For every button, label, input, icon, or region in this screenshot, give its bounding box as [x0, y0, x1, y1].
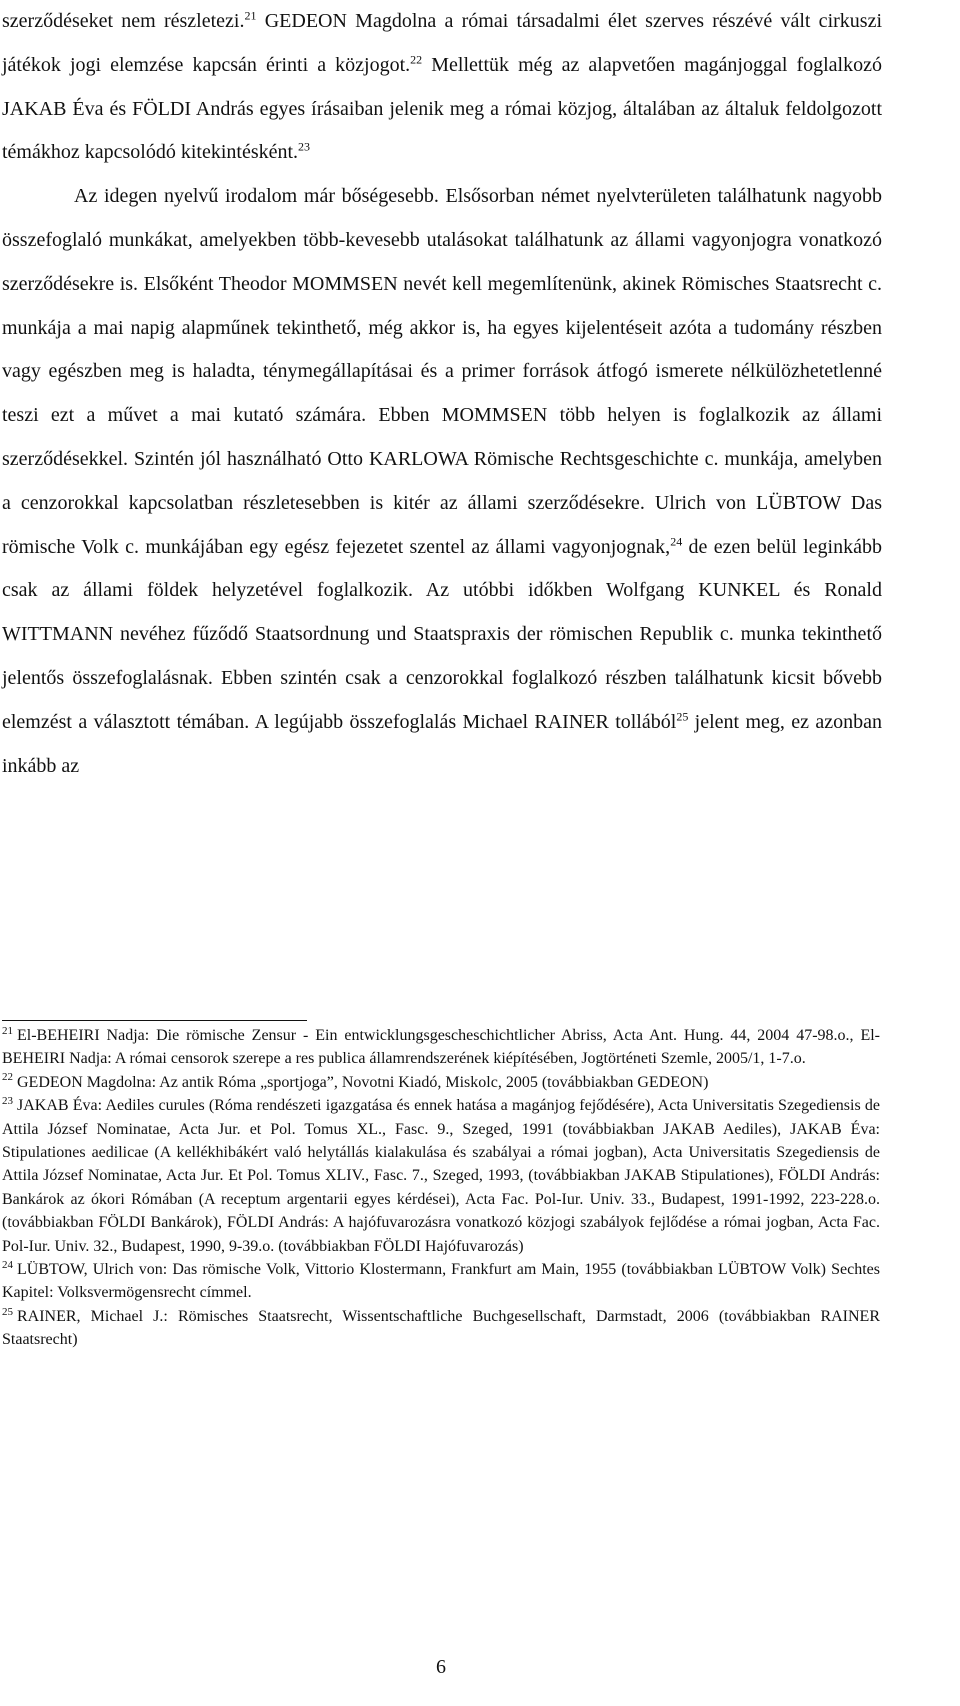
footnote — [2, 1258, 880, 1305]
footnote-marker: 25 — [676, 709, 689, 724]
footnote-marker: 21 — [244, 8, 257, 23]
footnote-number: 21 — [2, 1024, 13, 1037]
footnote — [2, 1071, 880, 1094]
footnote-marker: 23 — [298, 139, 311, 154]
footnote-text: JAKAB Éva: Aediles curules (Róma rendészeti igazgatása és ennek hatása a magánjog fejődésére), Acta Universitatis Szegediensis de Attila József Nominatae, Acta Jur. et Pol. Tomus XL., Fasc. 9., Szeged, 1991 (továbbiakban JAKAB Aediles), JAKAB Éva: Stipulationes aedilicae (A kellékhibákért való helytállás kialakulása és szabályai a római jogban), Acta Universitatis Szegediensis de Attila József Nominatae, Acta Jur. Et Pol. Tomus XLIV., Fasc. 7., Szeged, 1993, (továbbiakban JAKAB Stipulationes), FÖLDI András: Bankárok az ókori Rómában (A receptum argentarii egyes kérdései), Acta Fac. Pol-Iur. Univ. 33., Budapest, 1991-1992, 223-228.o. (továbbiakban FÖLDI Bankárok), FÖLDI András: A hajófuvarozásra vonatkozó közjogi szabályok fejlődése a római jogban, Acta Fac. Pol-Iur. Univ. 32., Budapest, 1990, 9-39.o. (továbbiakban FÖLDI Hajófuvarozás) — [2, 1097, 880, 1255]
footnote-number: 25 — [2, 1305, 13, 1318]
paragraph — [2, 175, 882, 788]
footnote-text: El-BEHEIRI Nadja: Die römische Zensur - Ein entwicklungsgescheschichtlicher Abriss, Acta Ant. Hung. 44, 2004 47-98.o., El-BEHEIRI Nadja: A római censorok szerepe a res publica államrendszerének kiépítésében, Jogtörténeti Szemle, 2005/1, 1-7.o. — [2, 1027, 880, 1068]
footnotes — [2, 1024, 880, 1352]
footnote — [2, 1305, 880, 1352]
footnote-number: 24 — [2, 1258, 13, 1271]
footnote-text: LÜBTOW, Ulrich von: Das römische Volk, Vittorio Klostermann, Frankfurt am Main, 1955 (továbbiakban LÜBTOW Volk) Sechtes Kapitel: Volksvermögensrecht címmel. — [2, 1261, 880, 1302]
footnote — [2, 1024, 880, 1071]
page-number: 6 — [436, 1656, 446, 1678]
text-run: GEDEON Magdolna a római társadalmi élet szerves részévé vált cirkuszi játékok jogi elemzése kapcsán érinti a közjogot. — [2, 10, 882, 76]
footnote-separator — [2, 1020, 307, 1021]
footnote-number: 23 — [2, 1094, 13, 1107]
footnote-marker: 24 — [670, 533, 683, 548]
footnote — [2, 1094, 880, 1258]
text-run: de ezen belül leginkább csak az állami földek helyzetével foglalkozik. Az utóbbi időkben Wolfgang KUNKEL és Ronald WITTMANN nevéhez fűződő Staatsordnung und Staatspraxis der römischen Republik c. munka tekinthető jelentős összefoglalásnak. Ebben szintén csak a cenzorokkal foglalkozó részben találhatunk kicsit bővebb elemzést a választott témában. A legújabb összefoglalás Michael RAINER tollából — [2, 535, 882, 733]
text-run: jelent meg, ez azonban inkább az — [2, 710, 883, 777]
text-run: szerződéseket nem részletezi. — [2, 10, 245, 32]
footnote-number: 22 — [2, 1071, 13, 1084]
text-run: Mellettük még az alapvetően magánjoggal foglalkozó JAKAB Éva és FÖLDI András egyes írásaiban jelenik meg a római közjog, általában az általuk feldolgozott témákhoz kapcsolódó kitekintésként. — [2, 53, 882, 164]
paragraph — [2, 0, 882, 175]
footnote-marker: 22 — [410, 52, 423, 67]
body-text — [2, 0, 882, 788]
text-run: Az idegen nyelvű irodalom már bőségesebb. Elsősorban német nyelvterületen találhatunk nagyobb összefoglaló munkákat, amelyekben több-kevesebb utalásokat találhatunk az állami vagyonjogra vonatkozó szerződésekre is. Elsőként Theodor MOMMSEN nevét kell megemlítenünk, akinek Römisches Staatsrecht c. munkája a mai napig alapműnek tekinthető, még akkor is, ha egyes kijelentéseit azóta a tudomány részben vagy egészben meg is haladta, ténymegállapításai és a primer források átfogó ismerete nélkülözhetetlenné teszi ezt a művet a mai kutató számára. Ebben MOMMSEN több helyen is foglalkozik az állami szerződésekkel. Szintén jól használható Otto KARLOWA Römische Rechtsgeschichte c. munkája, amelyben a cenzorokkal kapcsolatban részletesebben is kitér az állami szerződésekre. Ulrich von LÜBTOW Das römische Volk c. munkájában egy egész fejezetet szentel az állami vagyonjognak, — [2, 185, 882, 558]
footnote-text: GEDEON Magdolna: Az antik Róma „sportjoga”, Novotni Kiadó, Miskolc, 2005 (továbbiakban GEDEON) — [17, 1073, 709, 1091]
footnote-text: RAINER, Michael J.: Römisches Staatsrecht, Wissentschaftliche Buchgesellschaft, Darmstadt, 2006 (továbbiakban RAINER Staatsrecht) — [2, 1307, 880, 1349]
